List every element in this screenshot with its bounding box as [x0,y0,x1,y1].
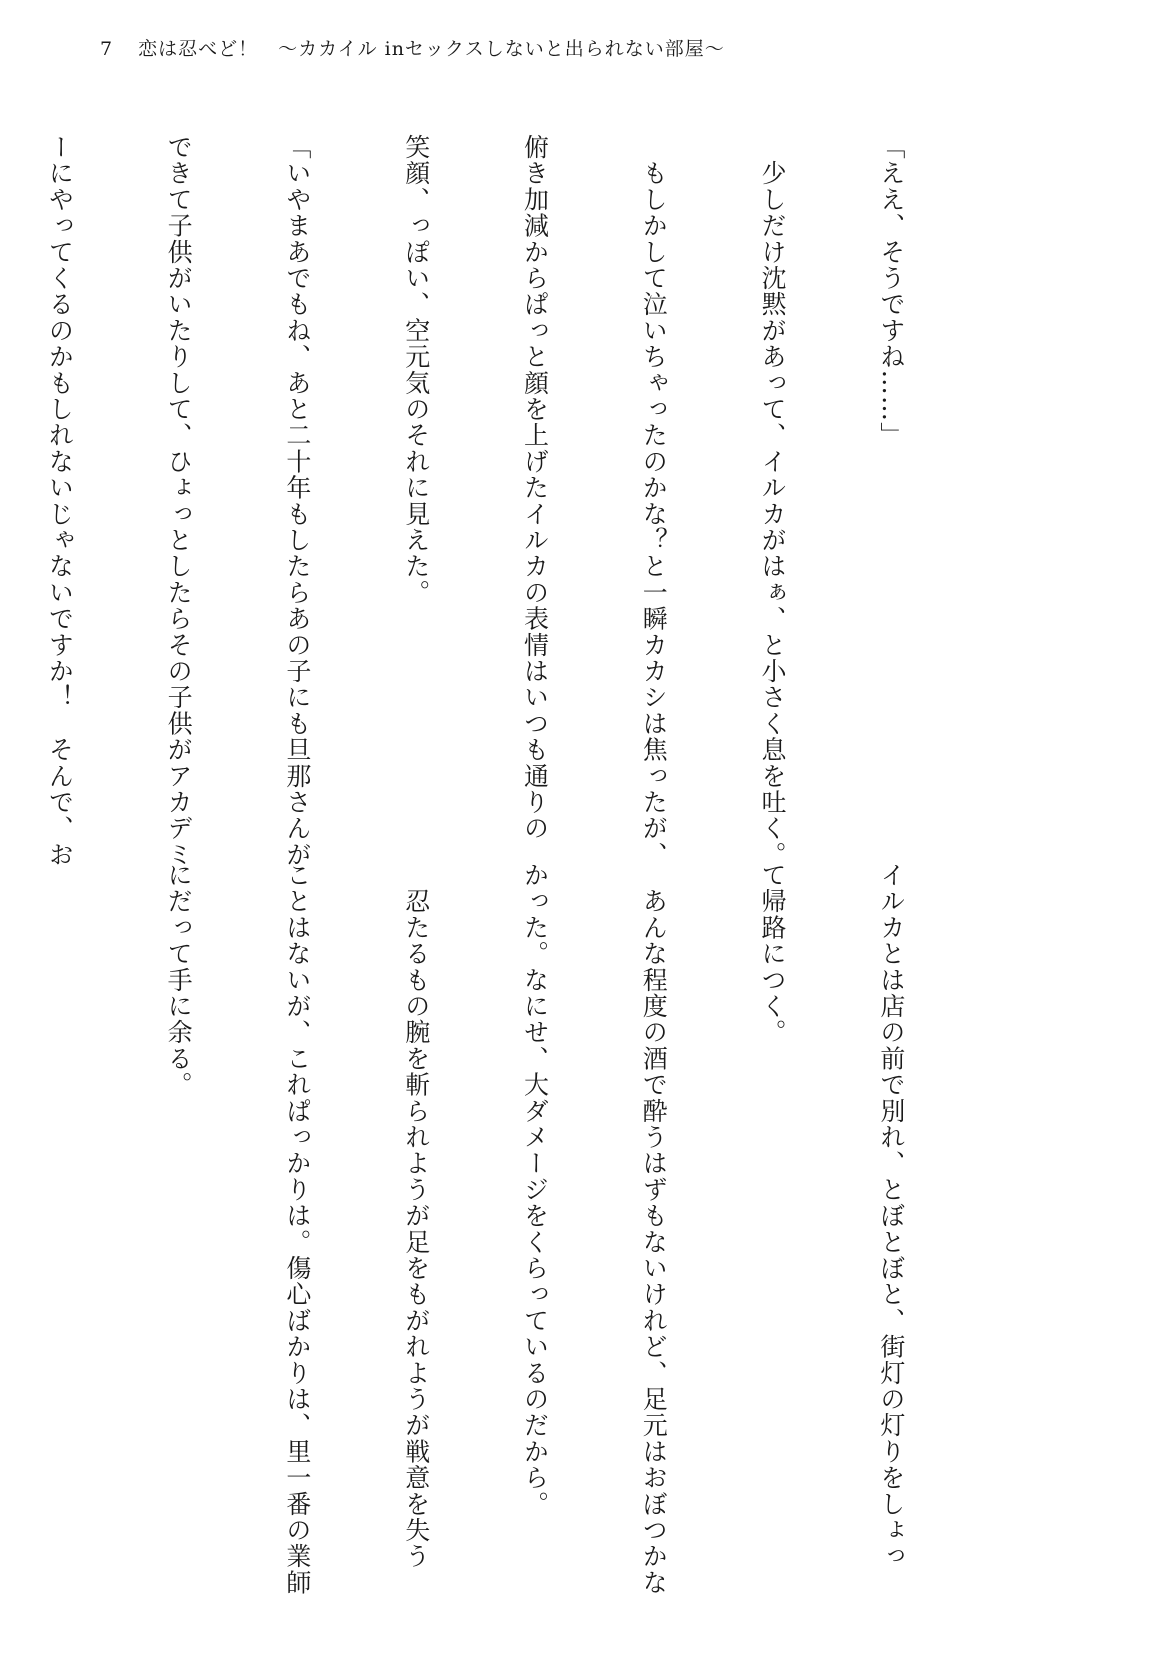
text-line: 忍たるもの腕を斬られようが足をもがれようが戦意を失う [401,862,431,1570]
text-line: て帰路につく。 [758,862,788,1046]
text-line: あんな程度の酒で酔うはずもないけれど、足元はおぼつかな [639,862,669,1596]
text-line: 「いやまあでもね、あと二十年もしたらあの子にも旦那さんが [282,134,312,868]
book-title: 恋は忍べど！ ～カカイル inセックスしないと出られない部屋～ [138,38,725,60]
text-line: ことはないが、これぱっかりは。傷心ばかりは、里一番の業師 [282,862,312,1596]
text-line: にだって手に余る。 [164,862,194,1098]
text-line: できて子供がいたりして、ひょっとしたらその子供がアカデミ [164,134,194,868]
text-line: かった。なにせ、大ダメージをくらっているのだから。 [520,862,550,1517]
text-line: もしかして泣いちゃったのかな？と一瞬カカシは焦ったが、 [639,134,669,868]
text-line: 少しだけ沈黙があって、イルカがはぁ、と小さく息を吐く。 [758,134,788,868]
page-number: 7 [100,38,114,60]
text-line: イルカとは店の前で別れ、とぼとぼと、街灯の灯りをしょっ [876,862,906,1570]
blank-line [40,862,80,1562]
text-line: ーにやってくるのかもしれないじゃないですか！ そんで、お [45,134,75,868]
text-line: 俯き加減からぱっと顔を上げたイルカの表情はいつも通りの [520,134,550,842]
text-line: 「ええ、そうですね……」 [876,134,906,449]
upper-text-block [45,134,990,868]
lower-text-block [164,862,990,1596]
text-line: 笑顔、っぽい、空元気のそれに見えた。 [401,134,431,606]
running-header [100,34,725,64]
